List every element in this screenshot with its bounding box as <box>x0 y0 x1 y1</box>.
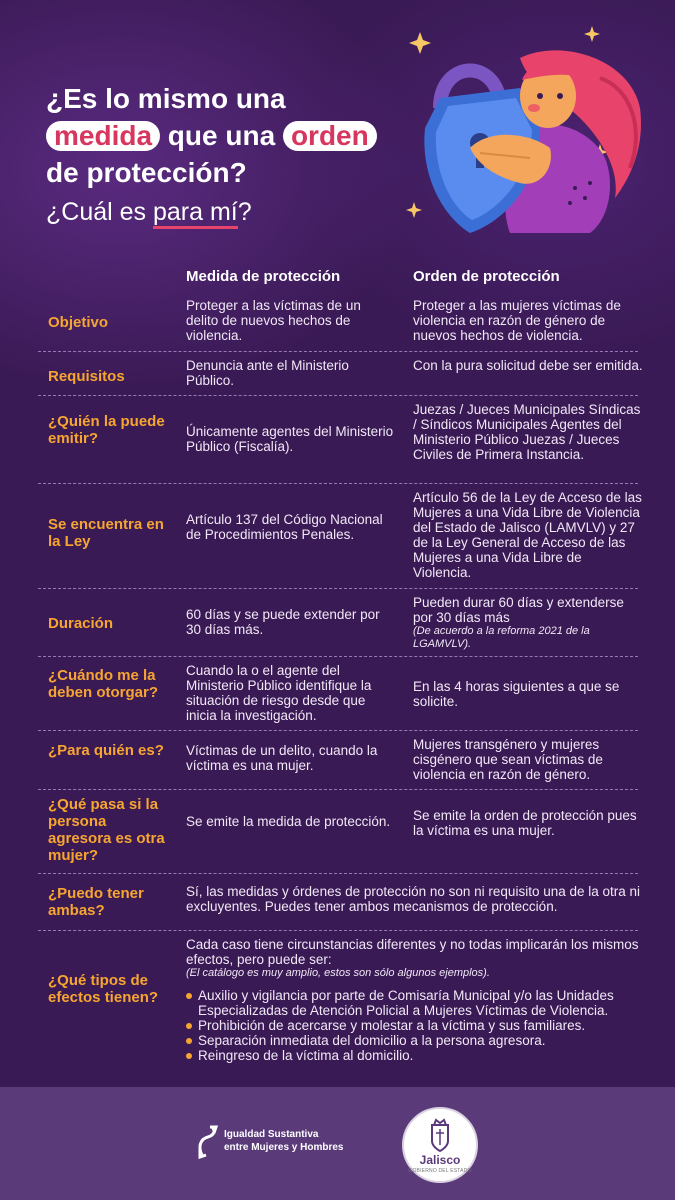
efectos-intro: Cada caso tiene circunstancias diferentes y no todas implicarán los mismos efectos, pero puede ser: <box>186 937 639 967</box>
orden-cell: En las 4 horas siguientes a que se solicite. <box>413 679 620 709</box>
row-divider <box>38 930 638 931</box>
row-divider <box>38 483 638 484</box>
igualdad-icon <box>196 1125 220 1159</box>
list-item <box>186 1033 646 1048</box>
list-item <box>186 1048 646 1063</box>
footer <box>0 1087 675 1200</box>
igualdad-sustantiva-logo <box>196 1125 366 1161</box>
row-divider <box>38 656 638 657</box>
jalisco-crest-icon <box>404 1111 476 1155</box>
jalisco-logo <box>402 1107 478 1183</box>
subtitle-pre: ¿Cuál es <box>46 198 153 226</box>
row-divider <box>38 873 638 874</box>
title-mid: que una <box>160 120 283 151</box>
list-item-text: Separación inmediata del domicilio a la persona agresora. <box>198 1033 546 1048</box>
row-label: Se encuentra en la Ley <box>48 516 164 550</box>
medida-cell: Únicamente agentes del Ministerio Público (Fiscalía). <box>186 424 394 454</box>
row-label: ¿Puedo tener ambas? <box>48 885 144 919</box>
row-label: Requisitos <box>48 368 125 385</box>
list-item-text: Prohibición de acercarse y molestar a la víctima y sus familiares. <box>198 1018 586 1033</box>
jalisco-name: Jalisco <box>419 1153 461 1167</box>
row-divider <box>38 789 638 790</box>
list-item-text: Reingreso de la víctima al domicilio. <box>198 1048 414 1063</box>
title-line-2 <box>46 117 426 154</box>
row-divider <box>38 588 638 589</box>
row-label: ¿Quién la puede emitir? <box>48 413 165 447</box>
orden-cell: Con la pura solicitud debe ser emitida. <box>413 358 643 373</box>
column-header-medida: Medida de protección <box>186 268 341 285</box>
ambas-text: Sí, las medidas y órdenes de protección no son ni requisito una de la otra ni excluyentes. Puedes tener ambos mecanismos de protección. <box>186 884 641 914</box>
woman-with-shield-illustration <box>400 18 660 258</box>
medida-cell: Artículo 137 del Código Nacional de Procedimientos Penales. <box>186 512 383 542</box>
sparkle-icon <box>409 32 431 54</box>
list-item-text: Auxilio y vigilancia por parte de Comisaría Municipal y/o las Unidades Especializadas de Atención Policial a Mujeres Víctimas de Violencia. <box>198 988 614 1018</box>
pill-medida: medida <box>46 121 160 151</box>
orden-note: (De acuerdo a la reforma 2021 de la LGAMVLV). <box>413 625 590 650</box>
sparkle-icon <box>406 202 422 218</box>
orden-text: Pueden durar 60 días y extenderse por 30 días más <box>413 595 624 625</box>
bullet-icon <box>186 1038 192 1044</box>
list-item <box>186 988 646 1018</box>
row-label: ¿Qué tipos de efectos tienen? <box>48 972 159 1006</box>
bullet-icon <box>186 1023 192 1029</box>
list-item <box>186 1018 646 1033</box>
medida-cell: Denuncia ante el Ministerio Público. <box>186 358 349 388</box>
orden-cell: Proteger a las mujeres víctimas de violencia en razón de género de nuevos hechos de violencia. <box>413 298 621 343</box>
subtitle-underlined: para mí <box>153 198 238 229</box>
row-divider <box>38 730 638 731</box>
medida-cell: Víctimas de un delito, cuando la víctima es una mujer. <box>186 743 378 773</box>
pill-orden: orden <box>283 121 377 151</box>
row-divider <box>38 351 638 352</box>
header <box>46 80 426 229</box>
row-label: ¿Cuándo me la deben otorgar? <box>48 667 159 701</box>
row-label: Objetivo <box>48 314 109 331</box>
row-divider <box>38 395 638 396</box>
medida-cell: Cuando la o el agente del Ministerio Público identifique la situación de riesgo desde que inicia la investigación. <box>186 663 372 723</box>
column-header-orden: Orden de protección <box>413 268 560 285</box>
orden-cell: Se emite la orden de protección pues la víctima es una mujer. <box>413 808 637 838</box>
medida-cell: Se emite la medida de protección. <box>186 814 391 829</box>
row-label: Duración <box>48 615 114 632</box>
subtitle-post: ? <box>237 198 252 226</box>
row-label: ¿Qué pasa si la persona agresora es otra mujer? <box>48 796 165 864</box>
efectos-note: (El catálogo es muy amplio, estos son sólo algunos ejemplos). <box>186 967 490 979</box>
title-line-3: de protección? <box>46 157 247 188</box>
row-label: ¿Para quién es? <box>48 742 164 759</box>
igualdad-line-1: Igualdad Sustantiva <box>224 1129 319 1140</box>
title-line-1: ¿Es lo mismo una <box>46 83 286 114</box>
sparkle-icon <box>584 26 600 42</box>
orden-cell <box>413 595 643 651</box>
orden-cell: Mujeres transgénero y mujeres cisgénero que sean víctimas de violencia en razón de género. <box>413 737 603 782</box>
igualdad-text <box>224 1128 374 1154</box>
igualdad-line-2: entre Mujeres y Hombres <box>224 1142 344 1153</box>
medida-cell: Proteger a las víctimas de un delito de nuevos hechos de violencia. <box>186 298 361 343</box>
bullet-icon <box>186 993 192 999</box>
subtitle <box>46 195 426 229</box>
orden-cell: Artículo 56 de la Ley de Acceso de las Mujeres a una Vida Libre de Violencia del Estado de Jalisco (LAMVLV) y 27 de la Ley General de Acceso de las Mujeres a una Vida Libre de Violencia. <box>413 490 642 580</box>
bullet-icon <box>186 1053 192 1059</box>
efectos-content <box>186 937 646 1063</box>
efectos-list <box>186 988 646 1063</box>
medida-cell: 60 días y se puede extender por 30 días más. <box>186 607 380 637</box>
jalisco-subtitle: GOBIERNO DEL ESTADO <box>408 1168 472 1174</box>
orden-cell: Juezas / Jueces Municipales Síndicas / Síndicos Municipales Agentes del Ministerio Público Juezas / Jueces Civiles de Primera Instancia. <box>413 402 641 462</box>
